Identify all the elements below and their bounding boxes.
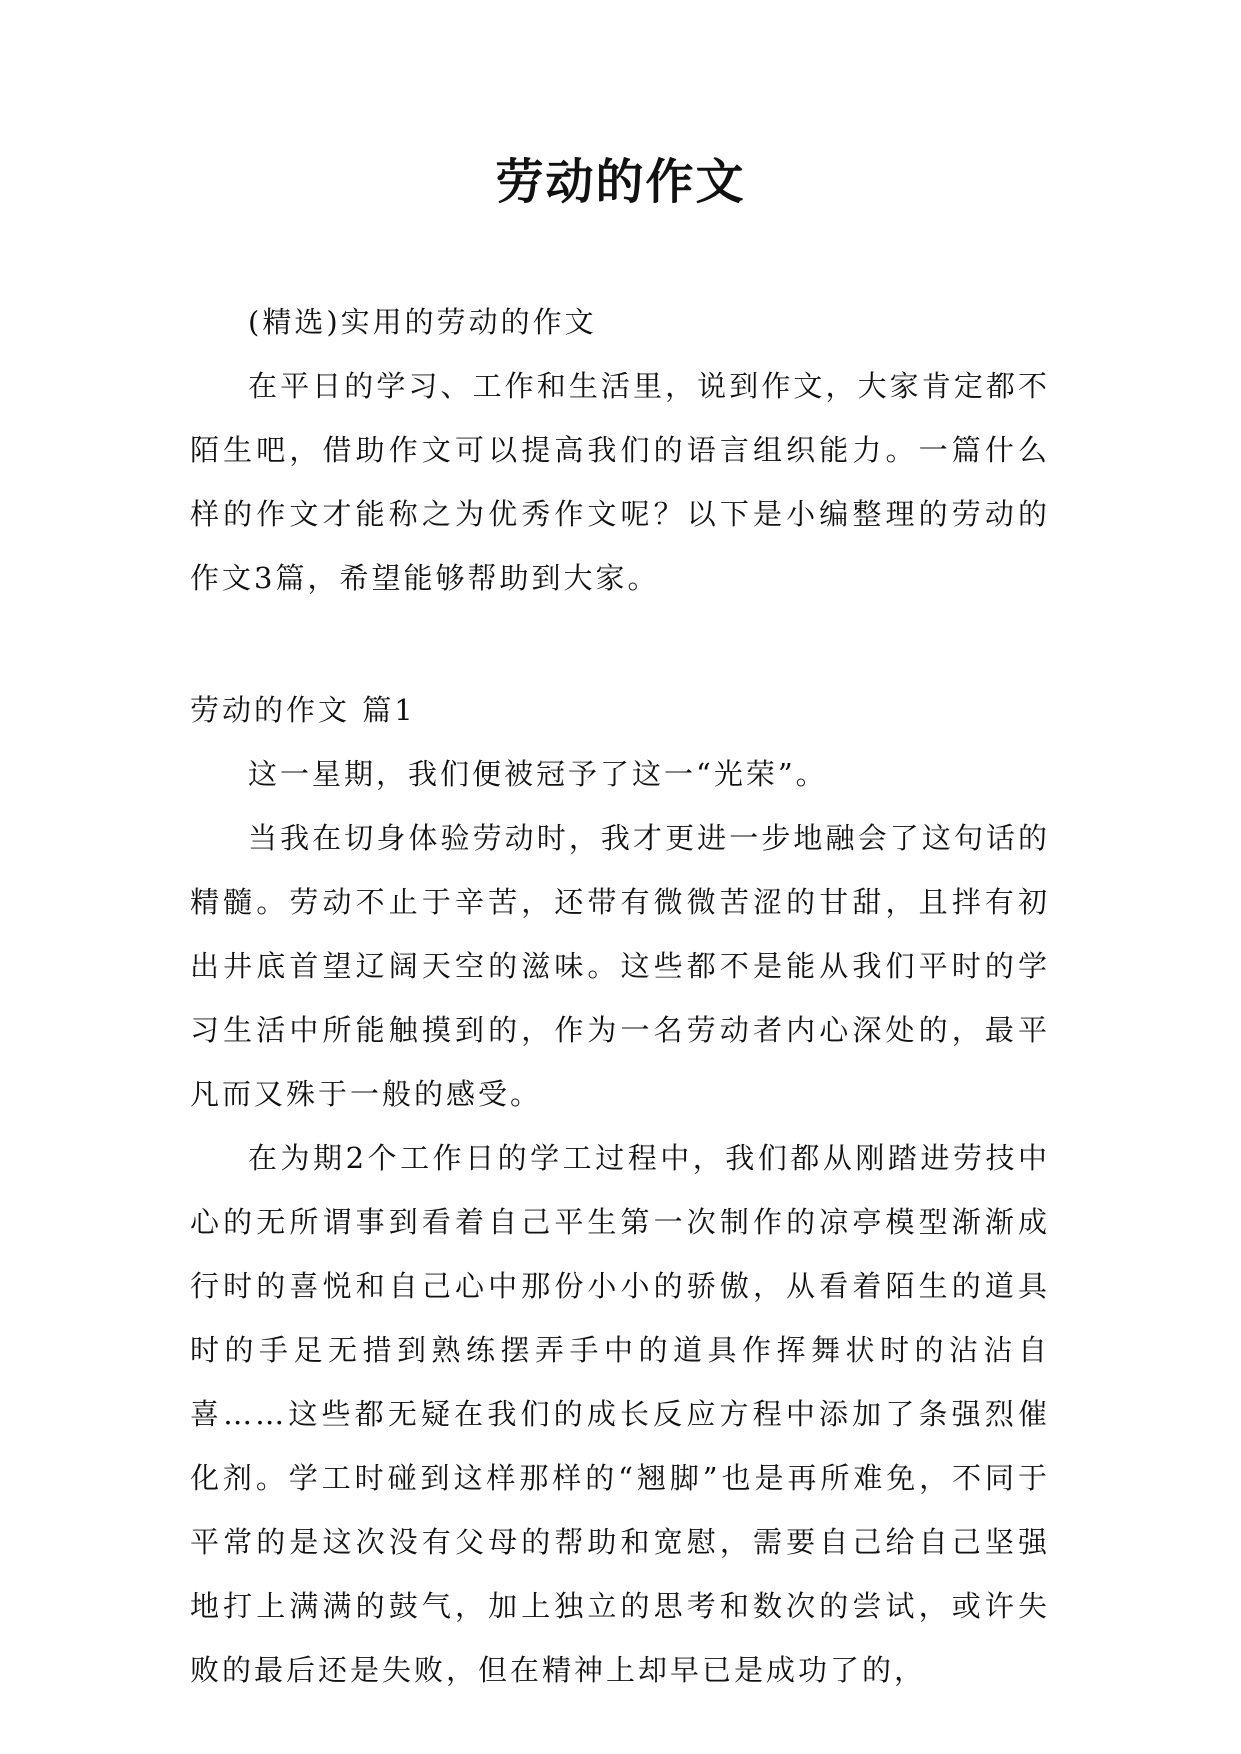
intro-paragraph-2: 在平日的学习、工作和生活里，说到作文，大家肯定都不陌生吧，借助作文可以提高我们的语言组织能力。一篇什么样的作文才能称之为优秀作文呢？以下是小编整理的劳动的作文3篇，希望能够帮助到大家。 — [190, 369, 1050, 595]
section-paragraph-1: 这一星期，我们便被冠予了这一“光荣”。 — [248, 757, 828, 791]
section-heading: 劳动的作文 篇1 — [190, 693, 416, 727]
section-paragraph-2: 当我在切身体验劳动时，我才更进一步地融会了这句话的精髓。劳动不止于辛苦，还带有微微苦涩的甘甜，且拌有初出井底首望辽阔天空的滋味。这些都不是能从我们平时的学习生活中所能触摸到的，作为一名劳动者内心深处的，最平凡而又殊于一般的感受。 — [190, 821, 1050, 1111]
document-title: 劳动的作文 — [495, 154, 746, 210]
intro-paragraph-1: (精选)实用的劳动的作文 — [248, 305, 597, 339]
document-body — [190, 290, 1050, 1702]
section-paragraph-3: 在为期2个工作日的学工过程中，我们都从刚踏进劳技中心的无所谓事到看着自己平生第一次制作的凉亭模型渐渐成行时的喜悦和自己心中那份小小的骄傲，从看着陌生的道具时的手足无措到熟练摆弄手中的道具作挥舞状时的沾沾自喜……这些都无疑在我们的成长反应方程中添加了条强烈催化剂。学工时碰到这样那样的“翘脚”也是再所难免，不同于平常的是这次没有父母的帮助和宽慰，需要自己给自己坚强地打上满满的鼓气，加上独立的思考和数次的尝试，或许失败的最后还是失败，但在精神上却早已是成功了的， — [190, 1141, 1050, 1687]
